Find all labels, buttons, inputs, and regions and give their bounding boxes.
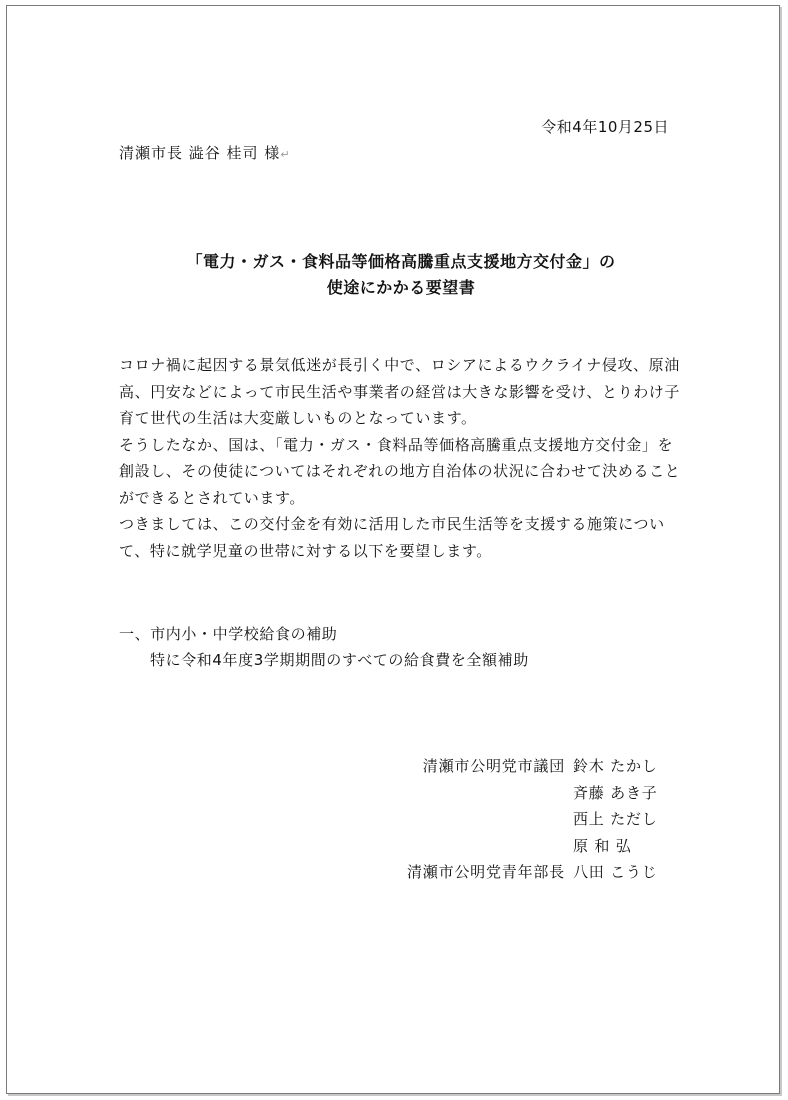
document-title — [7, 249, 788, 301]
addressee-text: 清瀬市長 澁谷 桂司 様 — [119, 144, 281, 162]
request-item: 一、市内小・中学校給食の補助 — [119, 625, 338, 643]
signature-name: 斉藤 あき子 — [573, 783, 658, 802]
signature-name: 八田 こうじ — [573, 863, 658, 881]
signature-name: 鈴木 たかし — [573, 757, 658, 775]
signature-org — [565, 806, 573, 833]
signature-org: 清瀬市公明党青年部長 — [406, 863, 565, 881]
document-date: 令和4年10月25日 — [541, 118, 669, 136]
request-section — [119, 621, 529, 673]
addressee-line — [119, 142, 291, 163]
body-paragraph: そうしたなか、国は、「電力・ガス・食料品等価格高騰重点支援地方交付金」を創設し、その使徒についてはそれぞれの地方自治体の状況に合わせて決めることができるとされています。 — [119, 435, 681, 507]
title-line-1: 「電力・ガス・食料品等価格高騰重点支援地方交付金」の — [186, 252, 616, 271]
request-detail: 特に令和4年度3学期期間のすべての給食費を全額補助 — [150, 651, 529, 669]
signature-org — [565, 780, 573, 807]
signature-name: 西上 ただし — [573, 810, 658, 828]
signature-org: 清瀬市公明党市議団 — [422, 757, 565, 775]
signature-name: 原 和 弘 — [573, 836, 632, 855]
signature-org — [565, 833, 573, 860]
body-paragraph: コロナ禍に起因する景気低迷が長引く中で、ロシアによるウクライナ侵攻、原油高、円安などによって市民生活や事業者の経営は大きな影響を受け、とりわけ子育て世代の生活は大変厳しいものとなっています。 — [119, 356, 681, 427]
body-text — [119, 352, 684, 564]
return-mark-icon: ↵ — [280, 148, 291, 161]
document-page — [6, 5, 780, 1094]
signature-row — [407, 833, 669, 860]
body-paragraph: つきましては、この交付金を有効に活用した市民生活等を支援する施策について、特に就学児童の世帯に対する以下を要望します。 — [119, 515, 665, 560]
signature-row — [407, 753, 669, 780]
signature-row — [407, 780, 669, 807]
signature-row — [407, 859, 669, 886]
signature-block — [407, 753, 669, 886]
title-line-2: 使途にかかる要望書 — [326, 278, 476, 297]
signature-row — [407, 806, 669, 833]
